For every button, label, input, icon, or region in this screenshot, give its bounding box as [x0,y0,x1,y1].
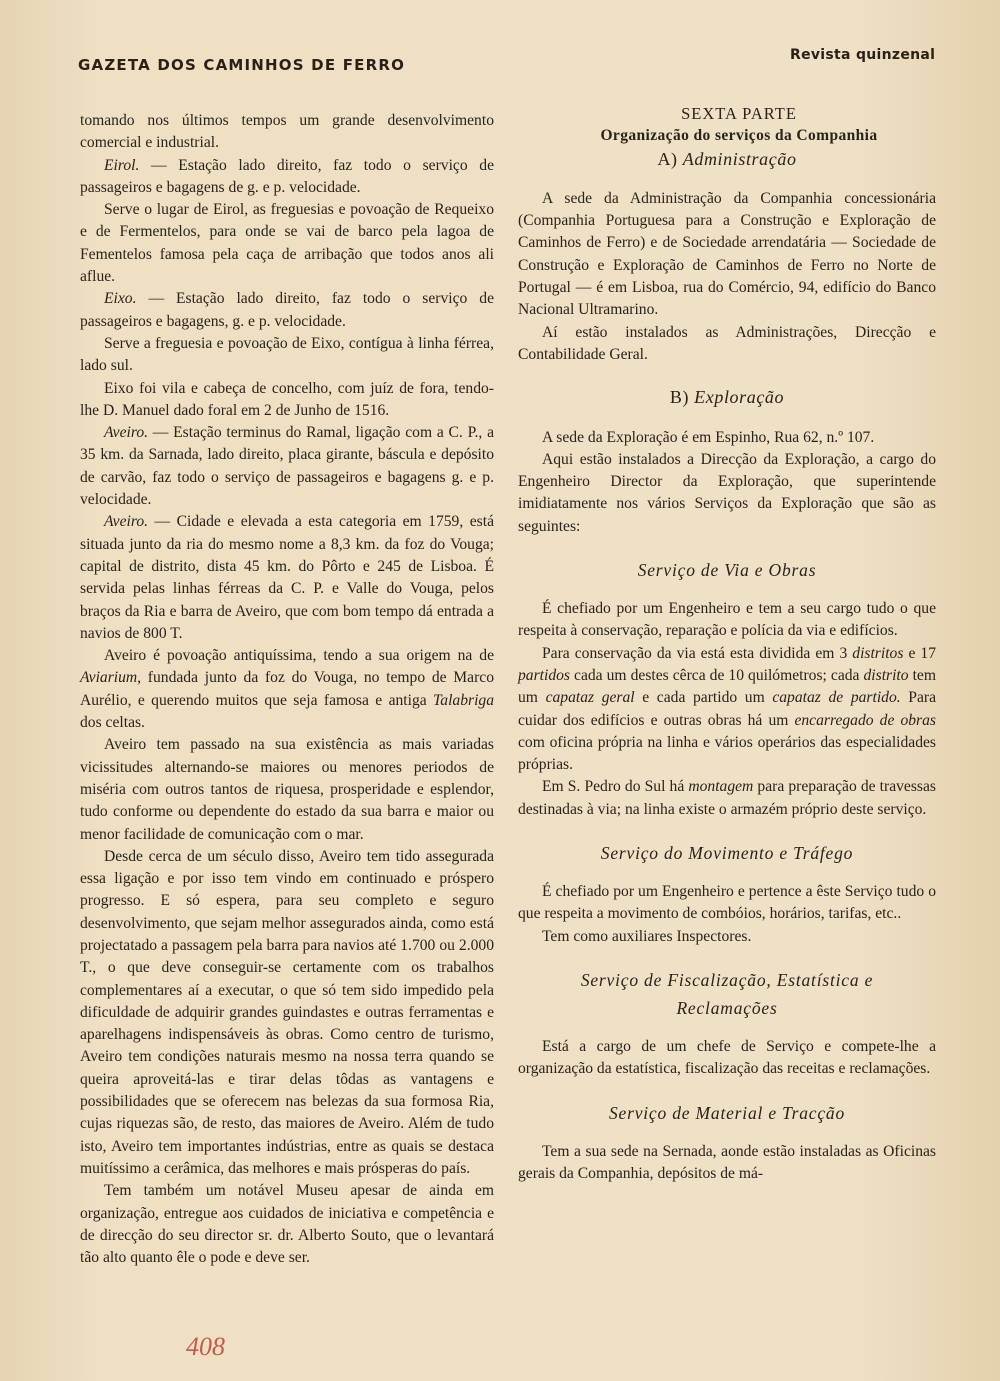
paragraph: Eirol. — Estação lado direito, faz todo o serviço de passageiros e bagagens de g. e p. velocidade. [80,156,494,196]
italic-term: Talabriga [433,691,494,709]
paragraph: Desde cerca de um século disso, Aveiro tem tido assegurada essa ligação e por isso tem vindo em continuado e próspero progresso. E só espera, para seu completo e seguro desenvolvimento, que sejam melhor assegurados ainda, como está projectatado a passagem pela barra para navios até 1.700 ou 2.000 T., o que deve conseguir-se certamente com os trabalhos complementares aí a executar, o que só tem sido impedido pela dificuldade de adquirir grandes guindastes e outras ferramentas e aparelhagens indispensáveis às obras. Como centro de turismo, Aveiro tem condições naturais mesmo na nossa terra quando se queira aproveitá-las e tirar delas tôdas as vantagens e possibilidades que se oferecem nas belezas da sua formosa Ria, cujas riquezas são, de resto, das maiores de Aveiro. Além de tudo isto, Aveiro tem importantes indústrias, entre as quais se destaca muitíssimo a cerâmica, das melhores e mais prósperas do país. [80,847,494,1177]
subsection-heading: Serviço do Movimento e Tráfego [600,843,854,864]
paragraph: Aveiro. — Estação terminus do Ramal, ligação com a C. P., a 35 km. da Sarnada, lado direito, placa girante, báscula e depósito de carvão, faz todo o serviço de passageiros e bagagens g. e p. velocidade. [80,424,494,509]
entry-lead: Aveiro. [104,513,149,531]
italic-term: distrito [863,666,909,684]
page-number: 408 [186,1332,225,1361]
paragraph: Aí estão instalados as Administrações, Direcção e Contabilidade Geral. [518,323,936,363]
organization-title: Organização do serviços da Companhia [600,127,878,145]
entry-lead: Eixo. [104,290,137,308]
section-title: Administração [682,148,797,169]
masthead-subtitle: Revista quinzenal [790,47,936,63]
left-column [80,110,494,1269]
italic-term: partidos [518,666,570,684]
paragraph: Eixo. — Estação lado direito, faz todo o serviço de passageiros e bagagens, g. e p. velocidade. [80,290,494,330]
italic-term: montagem [688,778,754,796]
section-heading [518,148,936,170]
masthead-title: GAZETA DOS CAMINHOS DE FERRO [78,56,406,74]
italic-term: capataz de partido. [772,689,901,707]
paragraph: Aveiro tem passado na sua existência as mais variadas vicissitudes alternando-se maiores ou menores periodos de miséria com outros tantos de riquesa, prosperidade e esplendor, tudo conforme ou dependente do estado da sua barra e maior ou menor facilidade de comunicação com o mar. [80,736,494,843]
paragraph: Serve o lugar de Eirol, as freguesias e povoação de Requeixo e de Fermentelos, para onde se vai de barco pela lagoa de Fementelos famosa pela caça de arribação que todos anos ali aflue. [80,201,494,286]
paragraph: Está a cargo de um chefe de Serviço e compete-lhe a organização da estatística, fiscalização das receitas e reclamações. [518,1037,936,1078]
italic-term: capataz geral [545,689,635,707]
right-column [518,103,936,1185]
paragraph: Para conservação da via está esta dividida em 3 distritos e 17 partidos cada um destes cêrca de 10 quilómetros; cada distrito tem um capataz geral e cada partido um capataz de partido. Para cuidar dos edifícios e outras obras há um encarregado de obras com oficina própria na linha e vários operários das especialidades próprias. [518,644,937,774]
paragraph: A sede da Exploração é em Espinho, Rua 62, n.º 107. [542,428,875,446]
paragraph: Eixo foi vila e cabeça de concelho, com juíz de fora, tendo-lhe D. Manuel dado foral em 2 de Junho de 1516. [80,379,494,419]
paragraph: tomando nos últimos tempos um grande desenvolvimento comercial e industrial. [80,112,494,152]
paragraph: Aveiro é povoação antiquíssima, tendo a sua origem na de Aviarium, fundada junto da foz do Vouga, no tempo de Marco Aurélio, e querendo muitos que seja famosa e antiga Talabriga dos celtas. [80,647,494,732]
italic-term: Aviarium, [80,669,142,687]
italic-term: distritos [852,644,904,662]
subsection-heading: Serviço de Via e Obras [637,560,817,581]
subsection-heading: Serviço de Fiscalização, Estatística e Reclamações [580,969,874,1018]
section-letter: A) [657,148,683,169]
paragraph: É chefiado por um Engenheiro e pertence a êste Serviço tudo o que respeita a movimento de combóios, horários, tarifas, etc.. [518,883,936,923]
section-heading [518,386,936,408]
entry-lead: Eirol. [104,156,140,174]
paragraph: Aqui estão instalados a Direcção da Exploração, a cargo do Engenheiro Director da Exploração, que superintende imidiatamente nos vários Serviços da Exploração que são as seguintes: [518,450,936,535]
paragraph: A sede da Administração da Companhia concessionária (Companhia Portuguesa para a Construção e Exploração de Caminhos de Ferro) e de Sociedade arrendatária — Sociedade de Construção e Exploração de Caminhos de Ferro no Norte de Portugal — é em Lisboa, rua do Comércio, 94, edifício do Banco Nacional Ultramarino. [518,189,936,319]
paragraph: É chefiado por um Engenheiro e tem a seu cargo tudo o que respeita à conservação, reparação e polícia da via e edifícios. [518,600,936,640]
part-title: SEXTA PARTE [681,104,797,123]
paragraph: Aveiro. — Cidade e elevada a esta categoria em 1759, está situada junto da ria do mesmo nome a 8,3 km. da foz do Vouga; capital de distrito, dista 45 km. do Pôrto e 245 de Lisboa. É servida pelas linhas férreas da C. P. e Valle do Vouga, pelos braços da Ria e barra de Aveiro, que com bom tempo dá entrada a navios de 800 T. [80,513,494,642]
section-letter: B) [669,387,695,408]
subsection-heading: Serviço de Material e Tracção [608,1102,846,1123]
paragraph: Tem também um notável Museu apesar de ainda em organização, entregue aos cuidados de iniciativa e competência e de direcção do seu director sr. dr. Alberto Souto, que o levantará tão alto quanto êle o pode e deve ser. [80,1182,494,1267]
paragraph: Em S. Pedro do Sul há montagem para preparação de travessas destinadas à via; na linha existe o armazém próprio deste serviço. [518,778,936,818]
italic-term: encarregado de obras [794,711,936,729]
paragraph: Tem a sua sede na Sernada, aonde estão instaladas as Oficinas gerais da Companhia, depósitos de má- [518,1142,936,1182]
entry-lead: Aveiro. [104,424,149,442]
paragraph: Serve a freguesia e povoação de Eixo, contígua à linha férrea, lado sul. [80,334,494,375]
section-title: Exploração [694,387,785,408]
paragraph: Tem como auxiliares Inspectores. [542,927,752,945]
